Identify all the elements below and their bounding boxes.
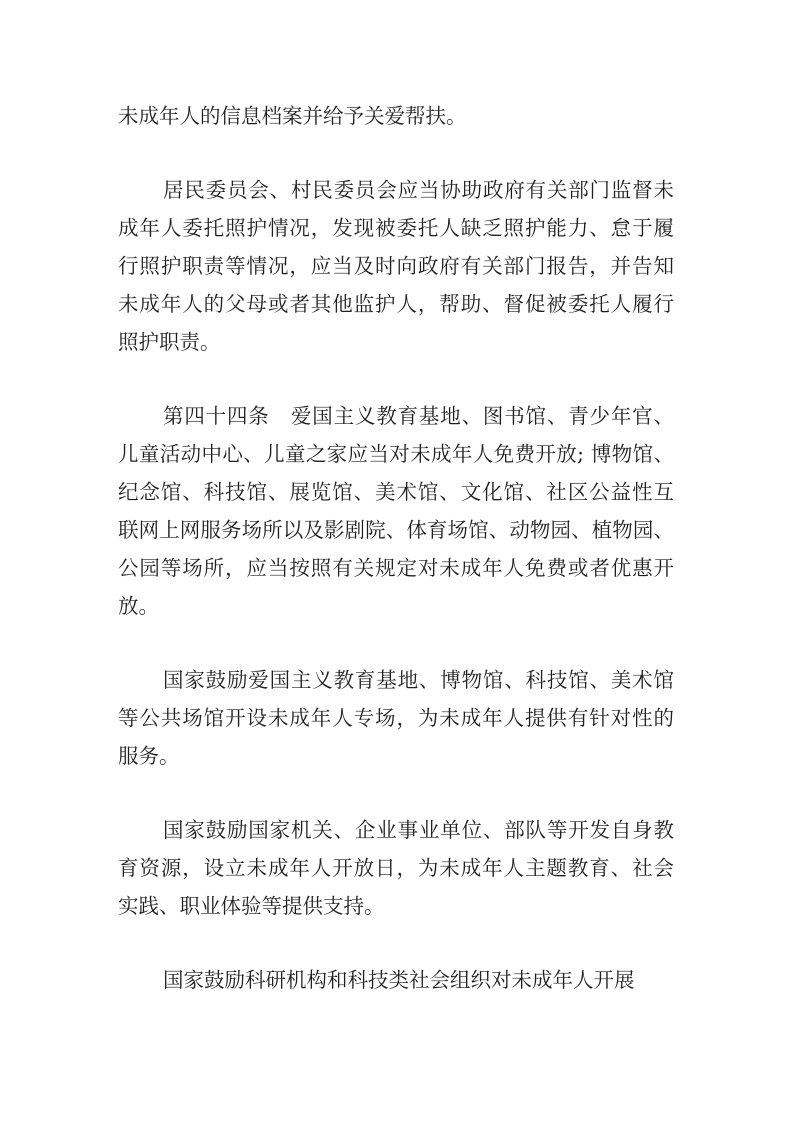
text-line: 育资源，设立未成年人开放日，为未成年人主题教育、社会: [118, 856, 674, 880]
text-line: 未成年人的父母或者其他监护人，帮助、督促被委托人履行: [118, 292, 674, 316]
paragraph: [118, 171, 674, 361]
text-line: 放。: [118, 594, 159, 618]
paragraph: [118, 397, 674, 625]
text-line: 国家鼓励爱国主义教育基地、博物馆、科技馆、美术馆: [163, 668, 674, 692]
text-line: 照护职责。: [118, 330, 221, 354]
text-line: 公园等场所，应当按照有关规定对未成年人免费或者优惠开: [118, 556, 674, 580]
text-line: 实践、职业体验等提供支持。: [118, 894, 385, 918]
text-line: 行照护职责等情况，应当及时向政府有关部门报告，并告知: [118, 254, 674, 278]
text-line: 成年人委托照护情况，发现被委托人缺乏照护能力、怠于履: [118, 216, 674, 240]
text-line: 纪念馆、科技馆、展览馆、美术馆、文化馆、社区公益性互: [118, 480, 674, 504]
text-line: 服务。: [118, 744, 180, 768]
text-line: 居民委员会、村民委员会应当协助政府有关部门监督未: [163, 178, 674, 202]
text-line: 未成年人的信息档案并给予关爱帮扶。: [118, 104, 467, 128]
text-line: 第四十四条 爱国主义教育基地、图书馆、青少年官、: [163, 404, 674, 428]
paragraph: [118, 97, 674, 135]
text-line: 国家鼓励科研机构和科技类社会组织对未成年人开展: [163, 968, 635, 992]
text-line: 儿童活动中心、儿童之家应当对未成年人免费开放; 博物馆、: [118, 442, 674, 466]
paragraph: [118, 961, 674, 999]
text-line: 国家鼓励国家机关、企业事业单位、部队等开发自身教: [163, 818, 674, 842]
paragraph: [118, 811, 674, 925]
text-line: 联网上网服务场所以及影剧院、体育场馆、动物园、植物园、: [118, 518, 674, 542]
paragraph: [118, 661, 674, 775]
text-line: 等公共场馆开设未成年人专场，为未成年人提供有针对性的: [118, 706, 674, 730]
